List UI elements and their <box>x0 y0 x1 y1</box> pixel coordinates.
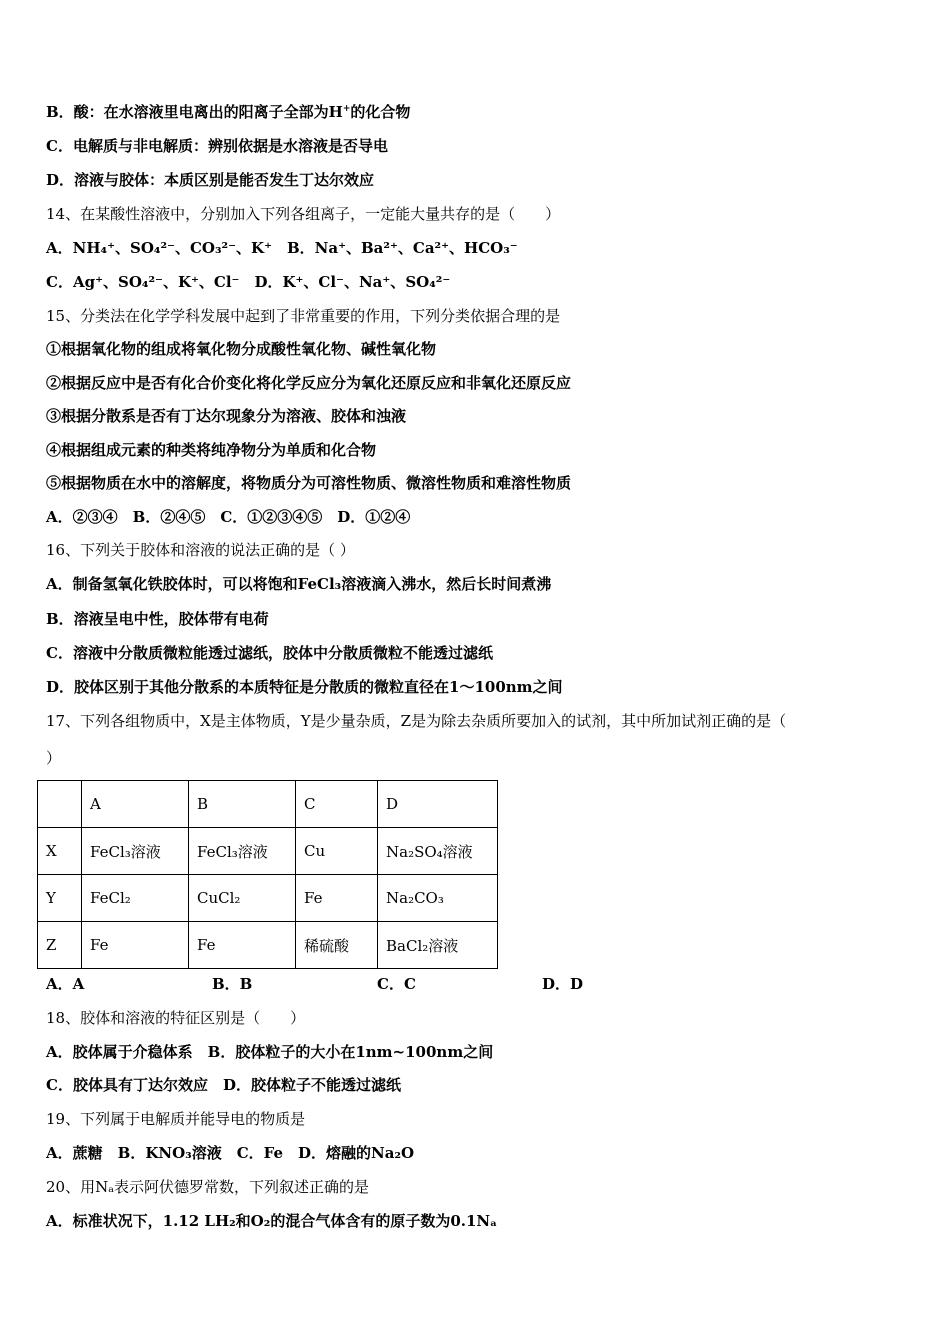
table-cell: FeCl₂ <box>82 875 189 922</box>
table-cell: Y <box>38 875 82 922</box>
option-18ab: A．胶体属于介稳体系 B．胶体粒子的大小在1nm~100nm之间 <box>46 1043 494 1061</box>
table-row <box>38 875 498 922</box>
question-14: 14、在某酸性溶液中，分别加入下列各组离子，一定能大量共存的是（ ） <box>46 205 561 223</box>
option-16a: A．制备氢氧化铁胶体时，可以将饱和FeCl₃溶液滴入沸水，然后长时间煮沸 <box>46 575 552 593</box>
question-19: 19、下列属于电解质并能导电的物质是 <box>46 1110 306 1128</box>
table-cell: Fe <box>189 922 296 969</box>
table-cell: Cu <box>296 828 378 875</box>
question-17: 17、下列各组物质中，X是主体物质，Y是少量杂质，Z是为除去杂质所要加入的试剂，其中所加试剂正确的是（ <box>46 712 787 730</box>
table-cell: D <box>378 781 498 828</box>
table-cell: 稀硫酸 <box>296 922 378 969</box>
table-cell <box>38 781 82 828</box>
statement-15-3: ③根据分散系是否有丁达尔现象分为溶液、胶体和浊液 <box>46 407 407 425</box>
answer-17c: C．C <box>377 975 416 993</box>
option-16c: C．溶液中分散质微粒能透过滤纸，胶体中分散质微粒不能透过滤纸 <box>46 644 493 662</box>
table-cell: BaCl₂溶液 <box>378 922 498 969</box>
option-13c: C．电解质与非电解质：辨别依据是水溶液是否导电 <box>46 137 388 155</box>
option-16b: B．溶液呈电中性，胶体带有电荷 <box>46 610 269 628</box>
table-cell: Na₂SO₄溶液 <box>378 828 498 875</box>
table-row <box>38 828 498 875</box>
question-16: 16、下列关于胶体和溶液的说法正确的是（ ） <box>46 541 355 559</box>
option-16d: D．胶体区别于其他分散系的本质特征是分散质的微粒直径在1～100nm之间 <box>46 678 563 696</box>
options-table <box>37 780 498 969</box>
table-cell: FeCl₃溶液 <box>189 828 296 875</box>
answer-17d: D．D <box>542 975 584 993</box>
table-cell: C <box>296 781 378 828</box>
statement-15-2: ②根据反应中是否有化合价变化将化学反应分为氧化还原反应和非氧化还原反应 <box>46 374 572 392</box>
option-14ab: A．NH₄⁺、SO₄²⁻、CO₃²⁻、K⁺ B．Na⁺、Ba²⁺、Ca²⁺、HCO₃⁻ <box>46 239 518 257</box>
option-13b: B．酸：在水溶液里电离出的阳离子全部为H+的化合物 <box>46 103 411 121</box>
statement-15-5: ⑤根据物质在水中的溶解度，将物质分为可溶性物质、微溶性物质和难溶性物质 <box>46 474 572 492</box>
table-cell: B <box>189 781 296 828</box>
table-cell: FeCl₃溶液 <box>82 828 189 875</box>
table-cell: Na₂CO₃ <box>378 875 498 922</box>
question-18: 18、胶体和溶液的特征区别是（ ） <box>46 1009 306 1027</box>
table-cell: A <box>82 781 189 828</box>
statement-15-1: ①根据氧化物的组成将氧化物分成酸性氧化物、碱性氧化物 <box>46 340 437 358</box>
question-15: 15、分类法在化学学科发展中起到了非常重要的作用，下列分类依据合理的是 <box>46 307 561 325</box>
table-row <box>38 922 498 969</box>
question-17-close: ） <box>46 749 62 767</box>
option-20a: A．标准状况下，1.12 LH₂和O₂的混合气体含有的原子数为0.1Nₐ <box>46 1212 498 1230</box>
table-header-row <box>38 781 498 828</box>
table-cell: Fe <box>296 875 378 922</box>
option-13d: D．溶液与胶体：本质区别是能否发生丁达尔效应 <box>46 171 375 189</box>
options-19: A．蔗糖 B．KNO₃溶液 C．Fe D．熔融的Na₂O <box>46 1144 415 1162</box>
answer-17a: A．A <box>46 975 85 993</box>
answer-17b: B．B <box>212 975 253 993</box>
table-cell: Z <box>38 922 82 969</box>
table-cell: X <box>38 828 82 875</box>
table-cell: CuCl₂ <box>189 875 296 922</box>
table-cell: Fe <box>82 922 189 969</box>
option-14cd: C．Ag⁺、SO₄²⁻、K⁺、Cl⁻ D．K⁺、Cl⁻、Na⁺、SO₄²⁻ <box>46 273 451 291</box>
options-15: A．②③④ B．②④⑤ C．①②③④⑤ D．①②④ <box>46 508 411 526</box>
option-18cd: C．胶体具有丁达尔效应 D．胶体粒子不能透过滤纸 <box>46 1076 401 1094</box>
statement-15-4: ④根据组成元素的种类将纯净物分为单质和化合物 <box>46 441 377 459</box>
question-20: 20、用Nₐ表示阿伏德罗常数，下列叙述正确的是 <box>46 1178 370 1196</box>
